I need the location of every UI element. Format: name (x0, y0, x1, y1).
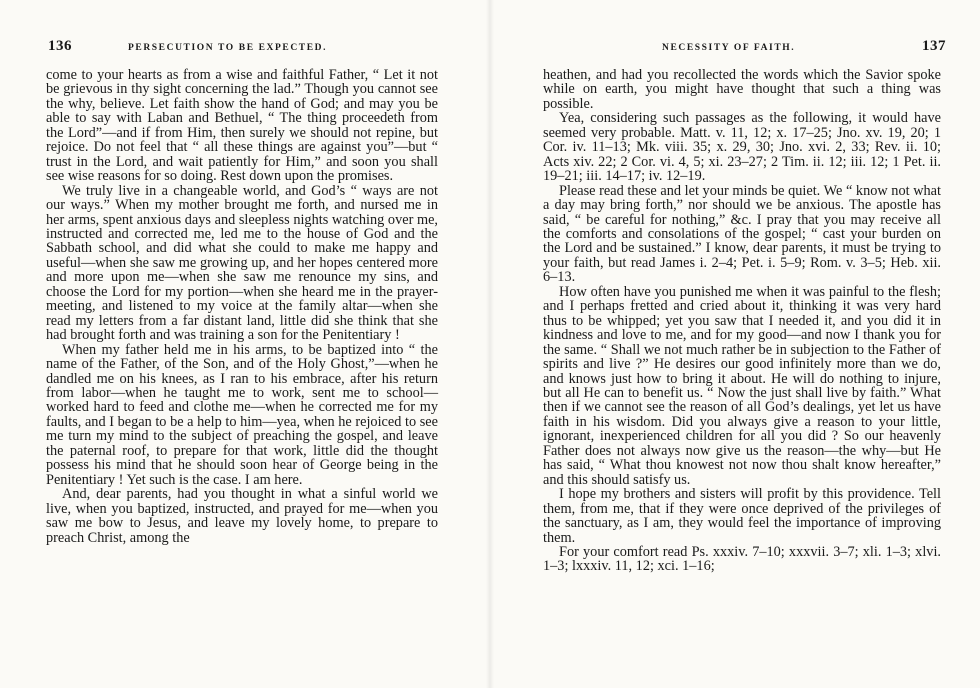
left-running-head: PERSECUTION TO BE EXPECTED. (128, 43, 328, 53)
right-page (490, 0, 980, 688)
left-page-number: 136 (48, 38, 72, 54)
right-page-number: 137 (922, 38, 946, 54)
left-paragraph-2: We truly live in a changeable world, and God’s “ ways are not our ways.” When my mother brought me forth, and nursed me in her arms, spent anxious days and sleepless nights watching over me, instructed and corrected me, led me to the house of God and the Sabbath school, and did what she could to make me happy and useful—when she saw me growing up, and her hopes centered more and more upon me—when she saw me renounce my sins, and choose the Lord for my portion—when she heard me in the prayer-meeting, and listened to my voice at the family altar—when she read my letters from a far distant land, little did she think that she had brought forth and was training a son for the Penitentiary ! (46, 182, 438, 344)
right-paragraph-4: How often have you punished me when it was painful to the flesh; and I perhaps fretted and cried about it, thinking it was very hard thus to be whipped; yet you saw that I needed it, and you did it in kindness and love to me, and for my good—and now I thank you for the same. “ Shall we not much rather be in subjection to the Father of spirits and live ?” He desires our good infinitely more than we do, and knows just how to bring it about. He will do nothing to injure, but all He can to benefit us. “ Now the just shall live by faith.” What then if we cannot see the reason of all God’s dealings, yet let us have faith in his wisdom. Did you always give a reason to your little, ignorant, inexperienced children for all you did ? So our heavenly Father does not always now give us the reason—the why—but He has said, “ What thou knowest not now thou shalt know hereafter,” and this should satisfy us. (543, 283, 941, 488)
right-paragraph-6: For your comfort read Ps. xxxiv. 7–10; xxxvii. 3–7; xli. 1–3; xlvi. 1–3; lxxxiv. 11, 12; xci. 1–16; (543, 543, 941, 575)
left-paragraph-3: When my father held me in his arms, to be baptized into “ the name of the Father, of the Son, and of the Holy Ghost,”—when he dandled me on his knees, as I ran to his embrace, after his return from labor—when he taught me to work, sent me to school—worked hard to feed and clothe me—when he corrected me for my faults, and I began to be a help to him—yea, when he rejoiced to see me turn my mind to the subject of preaching the gospel, and leave the paternal roof, to prepare for that work, little did the thought possess his mind that he should soon hear of George being in the Penitentiary ! Yet such is the case. I am here. (46, 341, 438, 488)
left-page-body (46, 68, 438, 545)
right-page-header (490, 38, 980, 58)
left-paragraph-1: come to your hearts as from a wise and faithful Father, “ Let it not be grievous in thy sight concerning the lad.” Though you cannot see the why, believe. Let faith show the hand of God; and may you be able to say with Laban and Bethuel, “ The thing proceedeth from the Lord”—and if from Him, then surely we should not repine, but rejoice. Do not feel that “ all these things are against you”—but “ trust in the Lord, and wait patiently for Him,” and soon you shall see wise reasons for so doing. Rest down upon the promises. (46, 67, 438, 185)
left-page-header (0, 38, 490, 58)
right-paragraph-3: Please read these and let your minds be quiet. We “ know not what a day may bring forth,” nor should we be anxious. The apostle has said, “ be careful for nothing,” &c. I pray that you may receive all the comforts and consolations of the gospel; “ cast your burden on the Lord and be sustained.” I know, dear parents, it must be trying to your faith, but read James i. 2–4; Pet. i. 5–9; Rom. v. 3–5; Heb. xii. 6–13. (543, 182, 941, 286)
right-paragraph-1: heathen, and had you recollected the words which the Savior spoke while on earth, you might have thought that such a thing was possible. (543, 67, 941, 112)
right-running-head: NECESSITY OF FAITH. (662, 43, 796, 53)
right-paragraph-2: Yea, considering such passages as the following, it would have seemed very probable. Matt. v. 11, 12; x. 17–25; Jno. xv. 19, 20; 1 Cor. iv. 11–13; Mk. viii. 35; x. 29, 30; Jno. xvi. 2, 33; Rev. ii. 10; Acts xiv. 22; 2 Cor. vi. 4, 5; xi. 23–27; 2 Tim. ii. 12; iii. 12; 1 Pet. ii. 19–21; iii. 14–17; iv. 12–19. (543, 110, 941, 185)
left-paragraph-4: And, dear parents, had you thought in what a sinful world we live, when you baptized, instructed, and prayed for me—when you saw me bow to Jesus, and leave my lovely home, to prepare to preach Christ, among the (46, 486, 438, 546)
right-paragraph-5: I hope my brothers and sisters will profit by this providence. Tell them, from me, that if they were once deprived of the privileges of the sanctuary, as I am, they would feel the importance of improving them. (543, 486, 941, 546)
right-page-body (543, 68, 941, 574)
